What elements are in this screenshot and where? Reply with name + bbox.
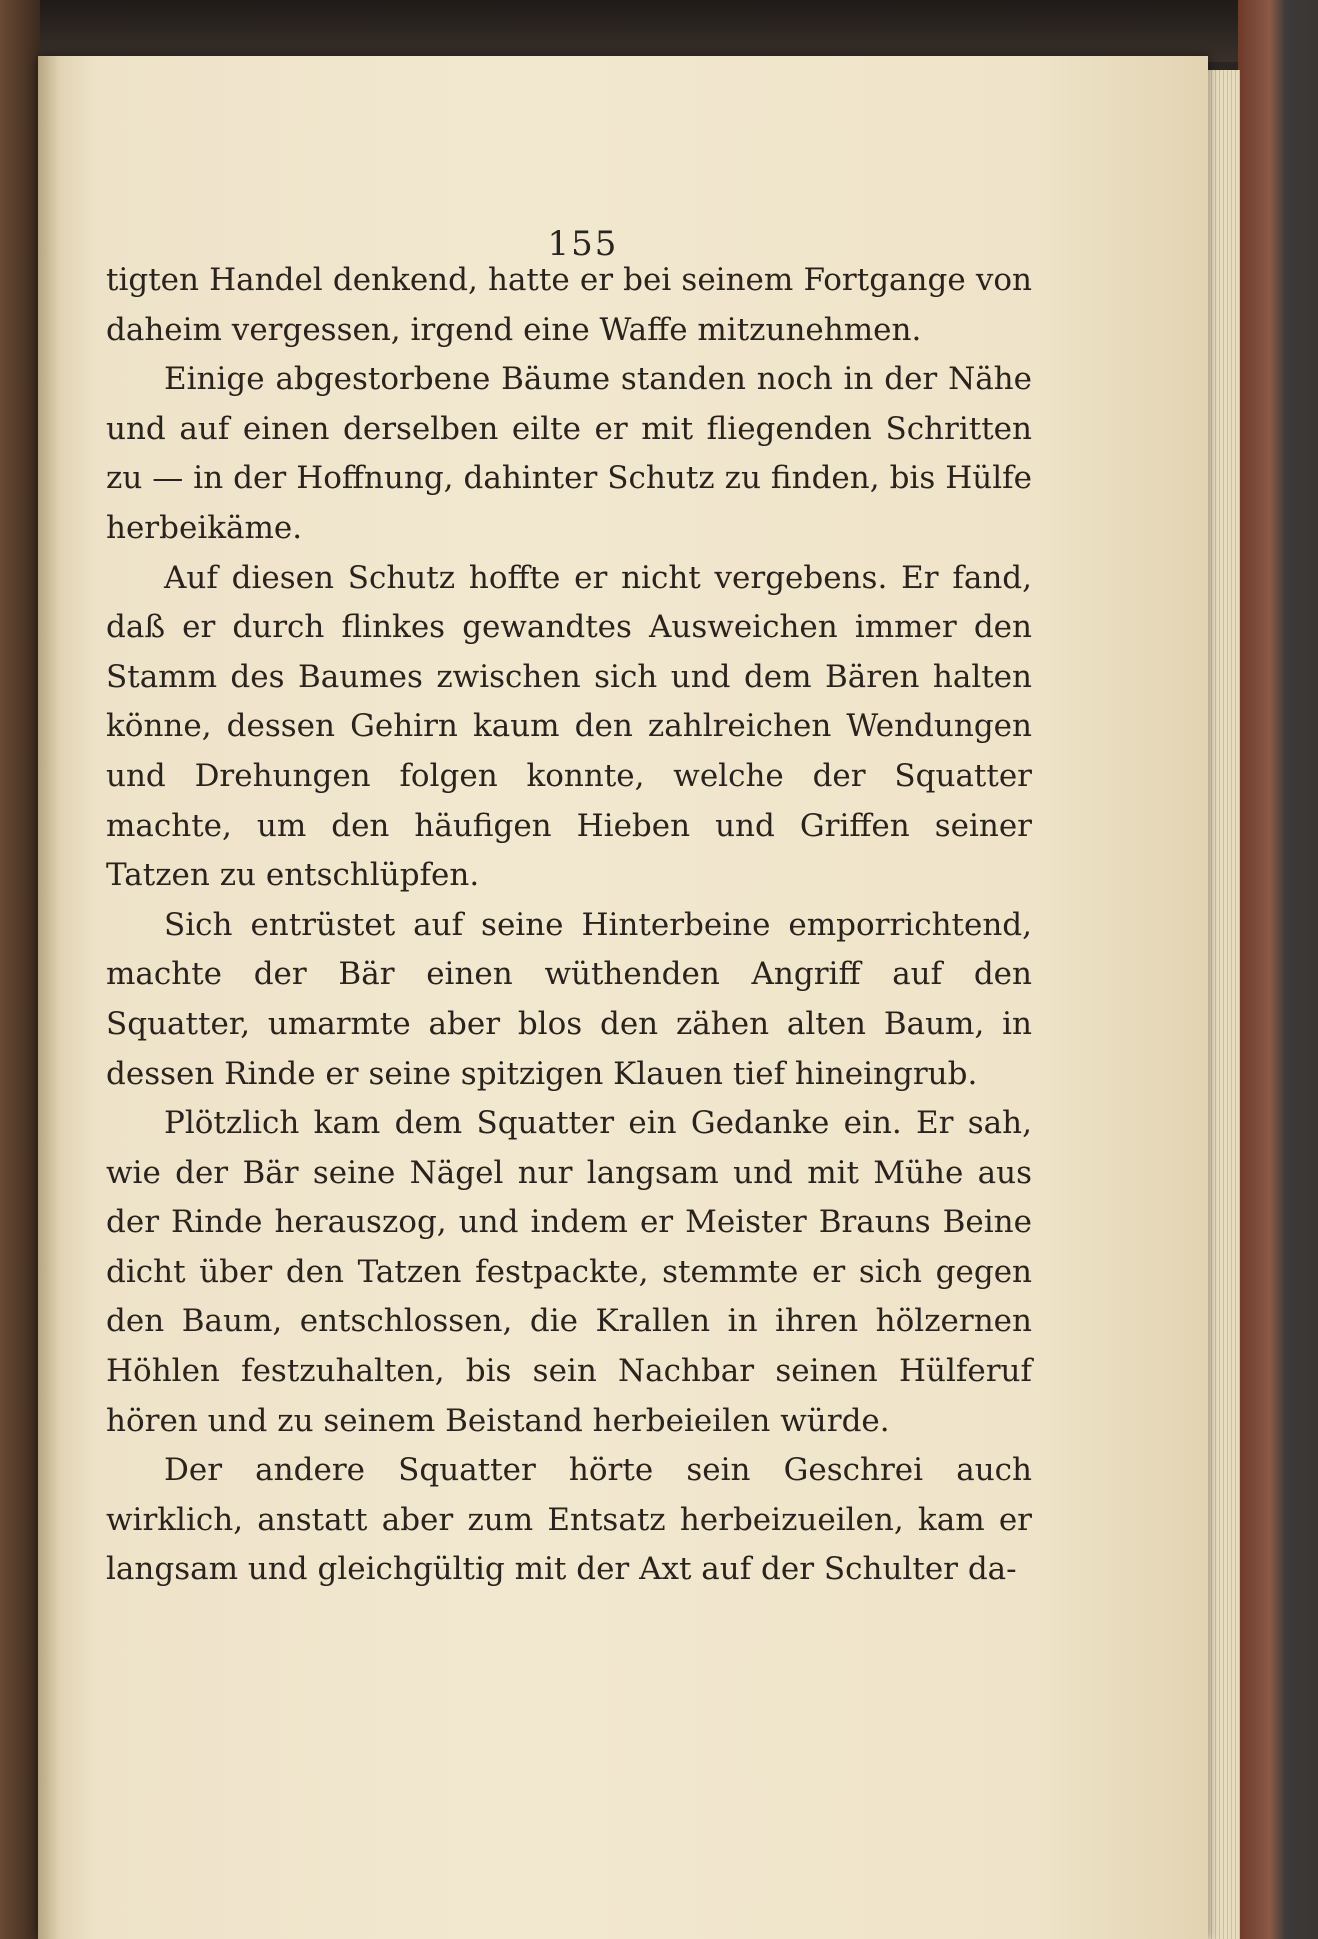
paragraph-1: tigten Handel denkend, hatte er bei seinem Fortgange von daheim vergessen, irgend eine Waffe mitzunehmen. — [106, 262, 1032, 348]
page-text — [106, 256, 1032, 1595]
gutter-shadow — [38, 56, 60, 1939]
paragraph-3: Auf diesen Schutz hoffte er nicht vergebens. Er fand, daß er durch flinkes gewandtes Ausweichen immer den Stamm des Baumes zwischen sich und dem Bären halten könne, dessen Gehirn kaum den zahlreichen Wendungen und Drehungen folgen konnte, welche der Squatter machte, um den häufigen Hieben und Griffen seiner Tatzen zu entschlüpfen. — [106, 559, 1032, 894]
book-cover-top — [0, 0, 1318, 62]
paragraph-6: Der andere Squatter hörte sein Geschrei auch wirklich, anstatt aber zum Entsatz herbeizueilen, kam er langsam und gleichgültig mit der Axt auf der Schulter da- — [106, 1452, 1032, 1588]
book-page — [38, 56, 1208, 1939]
book-cover-left — [0, 0, 40, 1939]
paragraph-4: Sich entrüstet auf seine Hinterbeine emporrichtend, machte der Bär einen wüthenden Angriff auf den Squatter, umarmte aber blos den zähen alten Baum, in dessen Rinde er seine spitzigen Klauen tief hineingrub. — [106, 906, 1032, 1092]
paragraph-5: Plötzlich kam dem Squatter ein Gedanke ein. Er sah, wie der Bär seine Nägel nur langsam und mit Mühe aus der Rinde herauszog, und indem er Meister Brauns Beine dicht über den Tatzen festpackte, stemmte er sich gegen den Baum, entschlossen, die Krallen in ihren hölzernen Höhlen festzuhalten, bis sein Nachbar seinen Hülferuf hören und zu seinem Beistand herbeieilen würde. — [106, 1105, 1032, 1439]
paragraph-2: Einige abgestorbene Bäume standen noch in der Nähe und auf einen derselben eilte er mit fliegenden Schritten zu — in der Hoffnung, dahinter Schutz zu finden, bis Hülfe herbeikäme. — [106, 361, 1032, 546]
page-number: 155 — [547, 224, 619, 264]
book-cover-right — [1238, 0, 1318, 1939]
